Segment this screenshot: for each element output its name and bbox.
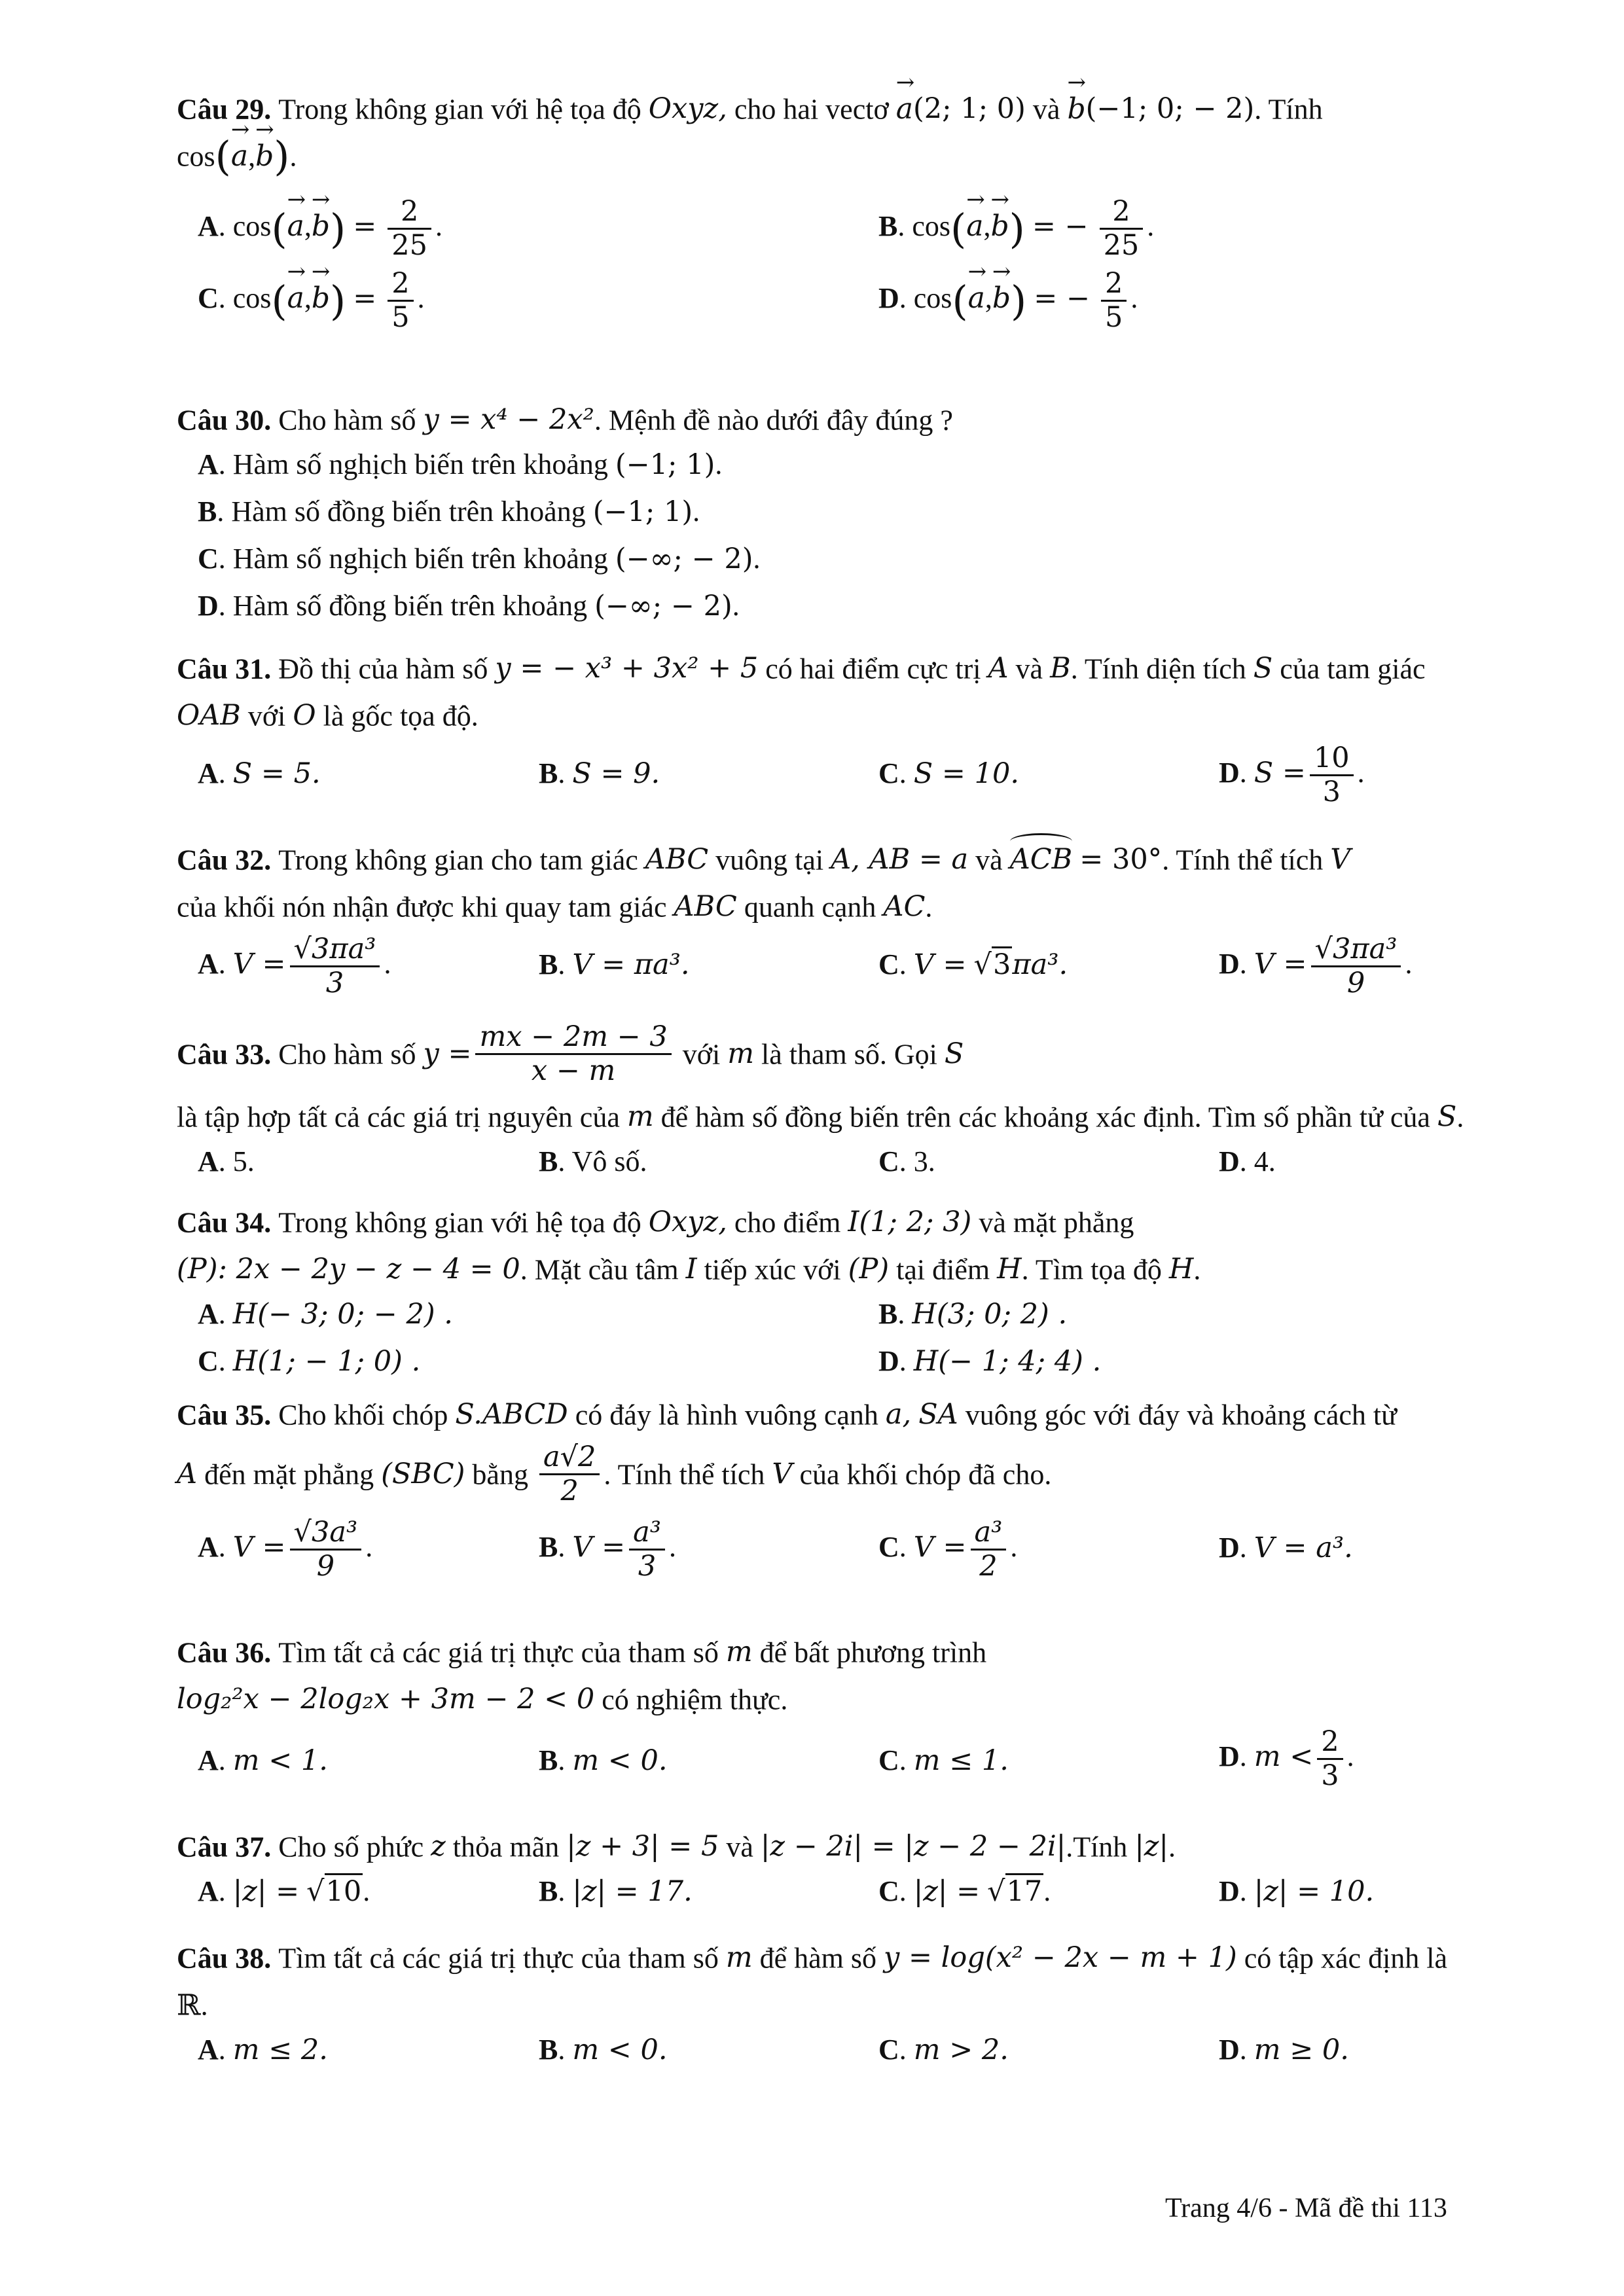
q30-number: Câu 30.: [177, 404, 272, 437]
q38-number: Câu 38.: [177, 1942, 272, 1975]
q34-option-b[interactable]: B. H(3; 0; 2) .: [878, 1298, 1068, 1331]
question-35: Câu 35. Cho khối chóp S.ABCD có đáy là hình vuông cạnh a, SA vuông góc với đáy và khoảng cách từ A đến mặt phẳng (SBC) bằng $\frac{a√2}{2}$ . Tính thể tích V của khối chóp đã cho. A. V = $\frac{\text{√3a³}}{9}$ . B. V = $\frac{\text{a³}}{3}$ . C. V = $\frac{\text{a³}}{2}$ . D. V = a³.: [177, 1398, 1397, 1583]
q34-option-c[interactable]: C. H(1; − 1; 0) .: [198, 1345, 421, 1378]
q29-option-c[interactable]: C. cos(→ a,→ b) = $\frac{2}{5}$ .: [198, 268, 425, 334]
q36-number: Câu 36.: [177, 1636, 272, 1669]
vector-b: → b: [1067, 91, 1085, 127]
question-30: Câu 30. Cho hàm số y = x⁴ − 2x². Mệnh đề nào dưới đây đúng ? A. Hàm số nghịch biến trên khoảng (−1; 1). B. Hàm số đồng biến trên khoảng (−1; 1). C. Hàm số nghịch biến trên khoảng (−∞; − 2). D. Hàm số đồng biến trên khoảng (−∞; − 2).: [177, 399, 1535, 635]
question-36: Câu 36. Tìm tất cả các giá trị thực của tham số m để bất phương trình log₂²x − 2log₂x + 3m − 2 < 0 có nghiệm thực. A. m < 1. B. m < 0. C. m ≤ 1. D. m < $\frac{2}{3}$ .: [177, 1636, 1354, 1793]
q36-option-d[interactable]: D. m < $\frac{2}{3}$ .: [1219, 1725, 1354, 1793]
q33-number: Câu 33.: [177, 1038, 272, 1071]
q31-option-d[interactable]: D. S = $\frac{10}{3}$ .: [1219, 742, 1365, 809]
q29-options-row2: [177, 268, 1535, 353]
q34-option-d[interactable]: D. H(− 1; 4; 4) .: [878, 1345, 1102, 1378]
q32-option-a[interactable]: A. V = $\frac{\text{√3πa³}}{3}$ .: [198, 933, 391, 1000]
exam-page: [177, 0, 1535, 2296]
q36-option-a[interactable]: A. m < 1.: [198, 1744, 328, 1777]
q31-option-a[interactable]: A. S = 5.: [198, 757, 321, 790]
q38-option-c[interactable]: C. m > 2.: [878, 2034, 1009, 2066]
q32-option-c[interactable]: C. V = √3πa³.: [878, 946, 1068, 983]
q34-number: Câu 34.: [177, 1206, 272, 1239]
q29-option-d[interactable]: D. cos(→ a,→ b) = − $\frac{2}{5}$ .: [878, 268, 1138, 334]
question-29: [177, 88, 1535, 353]
q37-option-b[interactable]: B. |z| = 17.: [539, 1875, 693, 1908]
vector-a: → a: [896, 91, 913, 127]
question-34: Câu 34. Trong không gian với hệ tọa độ Oxyz, cho điểm I(1; 2; 3) và mặt phẳng (P): 2x − 2y − z − 4 = 0. Mặt cầu tâm I tiếp xúc với (P) tại điểm H. Tìm tọa độ H. A. H(− 3; 0; − 2) . B. H(3; 0; 2) . C. H(1; − 1; 0) . D. H(− 1; 4; 4) .: [177, 1202, 1535, 1390]
q33-option-c[interactable]: C. 3.: [878, 1145, 935, 1177]
q34-option-a[interactable]: A. H(− 3; 0; − 2) .: [198, 1298, 453, 1331]
q29-stem-line1: Câu 29. Trong không gian với hệ tọa độ Oxyz, cho hai vectơ → a(2; 1; 0) và → b(−1; 0; − 2). Tính: [177, 88, 1535, 135]
q29-option-b[interactable]: B. cos(→ a,→ b) = − $\frac{2}{25}$ .: [878, 196, 1154, 262]
q37-option-d[interactable]: D. |z| = 10.: [1219, 1875, 1375, 1908]
q33-option-b[interactable]: B. Vô số.: [539, 1145, 647, 1177]
q31-option-c[interactable]: C. S = 10.: [878, 757, 1019, 790]
question-32: Câu 32. Trong không gian cho tam giác ABC vuông tại A, AB = a và ACB = 30°. Tính thể tích V của khối nón nhận được khi quay tam giác ABC quanh cạnh AC. A. V = $\frac{\text{√3πa³}}{3}$ . B. V = πa³. C. V = √3πa³. D. V = $\frac{\text{√3πa³}}{9}$ .: [177, 843, 1413, 1000]
q35-option-a[interactable]: A. V = $\frac{\text{√3a³}}{9}$ .: [198, 1516, 373, 1583]
q33-option-d[interactable]: D. 4.: [1219, 1145, 1276, 1177]
q38-option-b[interactable]: B. m < 0.: [539, 2034, 668, 2066]
q29-options-row1: [177, 183, 1535, 268]
q29-number: Câu 29.: [177, 93, 272, 126]
q30-option-d[interactable]: D. Hàm số đồng biến trên khoảng (−∞; − 2).: [198, 590, 740, 622]
question-31: Câu 31. Đồ thị của hàm số y = − x³ + 3x² + 5 có hai điểm cực trị A và B. Tính diện tích S của tam giác OAB với O là gốc tọa độ. A. S = 5. B. S = 9. C. S = 10. D. S = $\frac{10}{3}$ .: [177, 652, 1426, 809]
q32-option-d[interactable]: D. V = $\frac{\text{√3πa³}}{9}$ .: [1219, 933, 1413, 1000]
q32-number: Câu 32.: [177, 844, 272, 876]
q33-option-a[interactable]: A. 5.: [198, 1145, 255, 1177]
q30-option-b[interactable]: B. Hàm số đồng biến trên khoảng (−1; 1).: [198, 495, 700, 528]
q38-option-a[interactable]: A. m ≤ 2.: [198, 2034, 328, 2066]
q35-option-b[interactable]: B. V = $\frac{\text{a³}}{3}$ .: [539, 1516, 676, 1583]
q29-stem-line2: cos(→ a,→ b).: [177, 135, 1535, 183]
q38-option-d[interactable]: D. m ≥ 0.: [1219, 2034, 1349, 2066]
page-footer: Trang 4/6 - Mã đề thi 113: [1165, 2193, 1447, 2223]
q30-option-a[interactable]: A. Hàm số nghịch biến trên khoảng (−1; 1).: [198, 448, 723, 481]
q30-option-c[interactable]: C. Hàm số nghịch biến trên khoảng (−∞; − 2).: [198, 543, 761, 575]
q37-option-a[interactable]: A. |z| = √10.: [198, 1873, 370, 1910]
angle-acb: ACB: [1010, 842, 1073, 878]
q31-option-b[interactable]: B. S = 9.: [539, 757, 660, 790]
q36-option-c[interactable]: C. m ≤ 1.: [878, 1744, 1009, 1777]
q29-option-a[interactable]: A. cos(→ a,→ b) = $\frac{2}{25}$ .: [198, 196, 442, 262]
q35-option-c[interactable]: C. V = $\frac{\text{a³}}{2}$ .: [878, 1516, 1018, 1583]
question-38: Câu 38. Tìm tất cả các giá trị thực của tham số m để hàm số y = log(x² − 2x − m + 1) có tập xác định là ℝ. A. m ≤ 2. B. m < 0. C. m > 2. D. m ≥ 0.: [177, 1937, 1535, 2079]
q31-number: Câu 31.: [177, 653, 272, 685]
q35-number: Câu 35.: [177, 1399, 272, 1431]
q37-option-c[interactable]: C. |z| = √17.: [878, 1873, 1051, 1910]
q37-number: Câu 37.: [177, 1831, 272, 1863]
q36-option-b[interactable]: B. m < 0.: [539, 1744, 668, 1777]
q35-option-d[interactable]: D. V = a³.: [1219, 1532, 1353, 1564]
q32-option-b[interactable]: B. V = πa³.: [539, 948, 690, 981]
question-37: Câu 37. Cho số phức z thỏa mãn |z + 3| = 5 và |z − 2i| = |z − 2 − 2i|.Tính |z|. A. |z| = √10. B. |z| = 17. C. |z| = √17. D. |z| = 10.: [177, 1826, 1535, 1920]
question-33: Câu 33. Cho hàm số y = $\frac{mx - 2m - 3}{x - m}$ với m là tham số. Gọi S là tập hợp tất cả các giá trị nguyên của m để hàm số đồng biến trên các khoảng xác định. Tìm số phần tử của S. A. 5. B. Vô số. C. 3. D. 4.: [177, 1021, 1535, 1191]
